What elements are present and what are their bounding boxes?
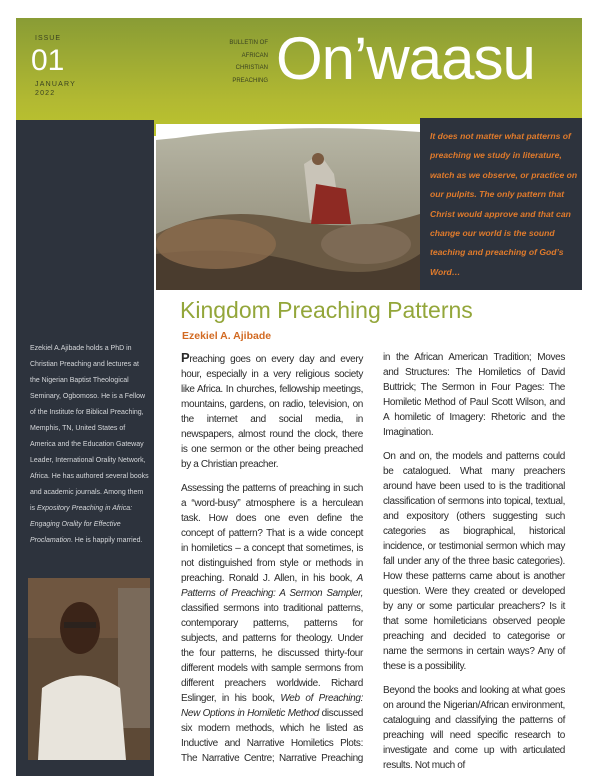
book-title: A Patterns of Preaching: A Sermon Sampler, <box>181 573 363 599</box>
masthead-title: On’waasu <box>276 25 535 92</box>
paragraph: Beyond the books and looking at what goes on around the Nigerian/African environment, cataloguing and classifying the patterns of preaching will need specific research to investigate and come up with articulated results. Not much of <box>383 685 565 771</box>
author-bio <box>30 341 150 549</box>
sermon-on-the-mount-image <box>156 124 420 290</box>
author-photo <box>28 578 150 760</box>
issue-date <box>35 80 76 98</box>
paragraph-text: Assessing the patterns of preaching in such a “word-busy” atmosphere is a herculean task. How does one even define the concept of pattern? That is a wide concept in homiletics – a concept that sometimes, is not distinguished from style or methods in preaching. Ronald J. Allen, in his book, <box>181 483 363 584</box>
paragraph-text: discussed six modern methods, which he listed as Inductive and Narrative Homiletics Plots: The Narrative Centre; Narrative Preaching in the African American Tradition; Moves and Structures: The Homiletics of David Buttrick; The Sermon in Four Pages: The Homiletic Method of Paul Scott Wilson, and A homiletic of Imagery: Rhetoric and the Imagination. <box>181 352 565 764</box>
paragraph: On and on, the models and patterns could be catalogued. What many preachers around have been used to is the traditional classification of sermons into topical, textual, and expository (others suggesting such categories as biographical, historical incidence, or testimonial sermon which may fall under any of the three basic categories). How these patterns came about is another question. Were they created or developed by any or some particular preachers? Is it that some homileticians observed people preaching and decided to categorise or name the sermons in certain ways? Any of these is a possibility. <box>383 451 565 672</box>
article-body <box>181 350 565 774</box>
pull-quote: It does not matter what patterns of preaching we study in literature, watch as we observe, or practice on our pulpits. The only pattern that Christ would approve and that can change our world is the sound teaching and preaching of God’s Word… <box>430 131 578 277</box>
bio-text-end: . He is happily married. <box>70 537 143 544</box>
issue-number: 01 <box>31 44 65 77</box>
paragraph <box>181 350 363 472</box>
bio-book-title: Expository Preaching in Africa: Engaging Orality for Effective Proclamation <box>30 505 133 544</box>
paragraph-text: classified sermons into traditional patterns, contemporary patterns, patterns for subjects, and patterns for theology. Under the four patterns, he discussed thirty-four different models with sample sermons from different preachers worldwide. Richard Eslinger, in his book, <box>181 603 363 704</box>
article-title: Kingdom Preaching Patterns <box>180 297 473 323</box>
book-title: Web of Preaching: New Options in Homiletic Method <box>181 693 363 719</box>
issue-label: ISSUE <box>35 35 62 42</box>
paragraph-text: reaching goes on every day and every hour, especially in a very religious society like Africa. In churches, fellowship meetings, mountains, gardens, on radio, television, on the internet and social media, in newspapers, almost round the clock, there is one sermon or the other being preached by a Christian preacher. <box>181 354 363 470</box>
drop-cap: P <box>181 350 190 365</box>
bulletin-line: PREACHING <box>232 77 268 84</box>
issue-year: 2022 <box>35 90 56 97</box>
bulletin-line: AFRICAN <box>241 52 268 59</box>
issue-month: JANUARY <box>35 81 76 88</box>
bulletin-line: BULLETIN OF <box>229 40 268 46</box>
article-author: Ezekiel A. Ajibade <box>182 330 272 342</box>
bio-text: Ezekiel A.Ajibade holds a PhD in Christian Preaching and lectures at the Nigerian Baptist Theological Seminary, Ogbomoso. He is a Fellow of the Institute for Biblical Preaching, Memphis, TN, United States of America and the Education Gateway Leader, International Orality Network, Africa. He has authored several books and academic journals. Among them is <box>30 345 149 512</box>
bulletin-subtitle <box>200 37 268 87</box>
bulletin-line: CHRISTIAN <box>235 65 268 71</box>
